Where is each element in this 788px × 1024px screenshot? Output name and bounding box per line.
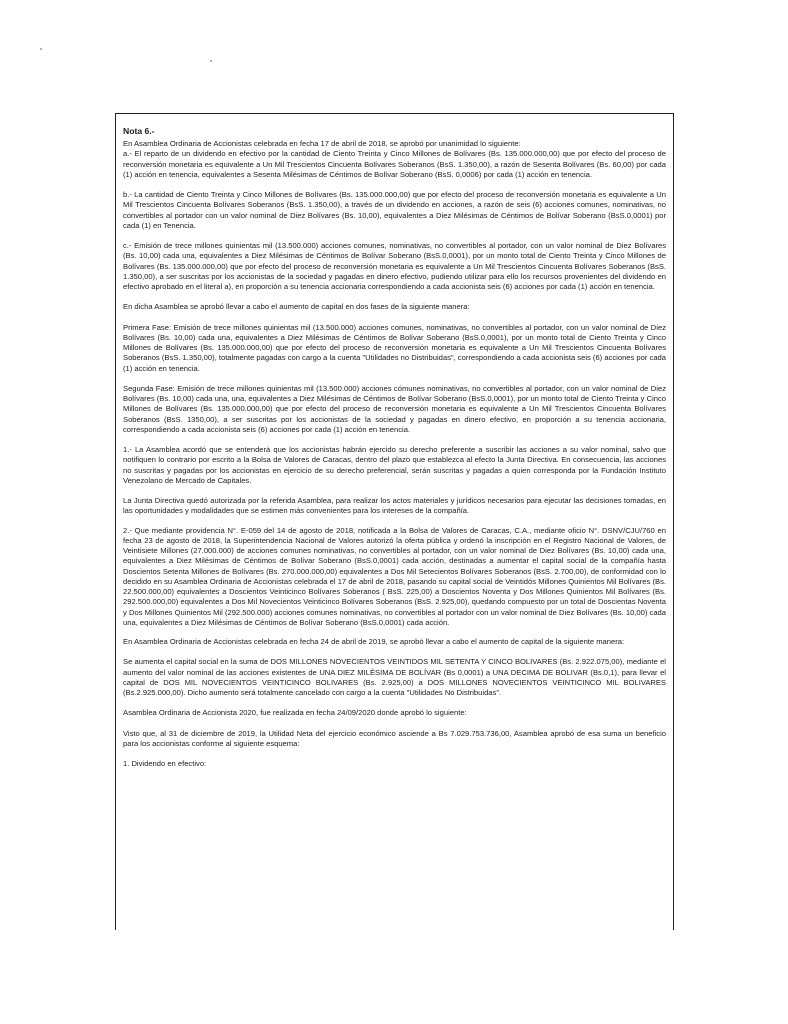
paragraph-first-phase: Primera Fase: Emisión de trece millones quinientas mil (13.500.000) acciones comunes, nominativas, no convertibles al portador, con un valor nominal de Diez Bolívares (Bs. 10,00) cada una, equivalentes a Diez Milésimas de Céntimos de Bolívar Soberano (BsS.0,0001), por un monto total de Ciento Treinta y Cinco Millones de Bolívares (Bs. 135.000.000,00) que por efecto del proceso de reconversión monetaria es equivalente a Un Mil Trescientos Cincuenta Bolívares Soberanos (BsS. 1.350,00), totalmente pagadas con cargo a la cuenta "Utilidades no Distribuidas", correspondiendo a cada accionista seis (6) acciones por cada (1) acción en tenencia.: [123, 322, 666, 373]
paragraph-net-income: Visto que, al 31 de diciembre de 2019, la Utilidad Neta del ejercicio económico asciende a Bs 7.029.753.736,00, Asamblea aprobó de esa suma un beneficio para los accionistas conforme al siguiente esquema:: [123, 728, 666, 748]
paragraph-spacer: [123, 292, 666, 302]
paragraph-second-phase: Segunda Fase: Emisión de trece millones quinientas mil (13.500.000) acciones cómunes nominativas, no convertibles al portador, con un valor nominal de Diez Bolívares (Bs. 10,00) cada una, una, equivalentes a Diez Milésimas de Céntimos de Bolívar Soberano (BsS.0,0001), por un monto total de Ciento Treinta y Cinco Millones de Bolívares (Bs. 135.000.000,00) que por efecto del proceso de reconversión monetaria es equivalente a Un Mil Trescientos Cincuenta Bolívares Soberanos (BsS. 1350,00), a ser suscritas por los accionistas de la sociedad y pagadas en dinero efectivo, en proporción a su tenencia accionaria, correspondiendo a cada accionista seis (6) acciones por cada (1) acción en tenencia.: [123, 383, 666, 434]
scan-speck: [40, 48, 42, 50]
paragraph-cash-dividend: 1. Dividendo en efectivo:: [123, 759, 207, 768]
paragraph-assembly-2019: En Asamblea Ordinaria de Accionistas celebrada en fecha 24 de abril de 2019, se aprobó llevar a cabo el aumento de capital de la siguiente manera:: [123, 637, 625, 646]
paragraph-spacer: [123, 628, 666, 637]
paragraph-spacer: [123, 374, 666, 384]
paragraph-spacer: [123, 719, 666, 729]
paragraph-spacer: [123, 180, 666, 190]
paragraph-spacer: [123, 647, 666, 657]
paragraph-spacer: [123, 313, 666, 323]
paragraph-item-a: a.- El reparto de un dividendo en efectivo por la cantidad de Ciento Treinta y Cinco Millones de Bolívares (Bs. 135.000.000,00) que por efecto del proceso de reconversión monetaria es equivalente a Un Mil Trescientos Cincuenta Bolívares Soberanos (BsS. 1.350,00), a razón de Sesenta Bolívares (Bs. 60,00) por cada (1) acción en tenencia, equivalentes a Sesenta Milésimas de Céntimos de Bolívar Soberano (BsS. 0,0006) por cada (1) acción en tenencia.: [123, 149, 666, 179]
paragraph-point-2: 2.- Que mediante providencia N°. E-059 del 14 de agosto de 2018, notificada a la Bolsa de Valores de Caracas, C.A., mediante oficio N°. DSNV/CJU/760 en fecha 23 de agosto de 2018, la Superintendencia Nacional de Valores autorizó la oferta pública y ordenó la inscripción en el Registro Nacional de Valores, de Veintisiete Millones (27.000.000) de acciones comunes nominativas, no convertibles al portador, con un valor nominal de Diez Bolívares (Bs. 10,00) cada una, equivalentes a Diez Milésimas de Céntimos de Bolívar Soberano (BsS.0,0001) cada acción, destinadas a aumentar el capital social de la compañía hasta Doscientos Setenta Millones de Bolívares (Bs. 270.000.000,00) equivalentes a Dos Mil Setecientos Bolívares Soberanos (BsS. 2.700,00), de conformidad con lo decidido en su Asamblea Ordinaria de Accionistas celebrada el 17 de abril de 2018, pasando su capital social de Veintidós Millones Quinientos Mil Bolívares (Bs. 22.500.000,00) equivalentes a Doscientos Veinticinco Bolívares Soberanos ( BsS. 225,00) a Doscientos Noventa y Dos Millones Quinientos Mil Bolívares (Bs. 292.500.000,00) equivalentes a Dos Mil Novecientos Veinticinco Bolívares Soberanos (BsS. 2.925,00), quedando compuesto por un total de Doscientas Noventa y Dos Millones Quinientos Mil (292.500.000) acciones comunes nominativas, no convertibles al portador con un valor nominal de Diez Bolívares (Bs. 10,00) cada una, equivalentes a Diez Milésimas de Céntimos de Bolívar Soberano (BsS.0,0001) cada acción.: [123, 525, 666, 627]
paragraph-spacer: [123, 231, 666, 241]
paragraph-assembly-2020: Asamblea Ordinaria de Accionista 2020, fue realizada en fecha 24/09/2020 donde aprobó lo siguiente:: [123, 708, 467, 718]
paragraph-capital-increase: Se aumenta el capital social en la suma de DOS MILLONES NOVECIENTOS VEINTIDOS MIL SETENTA Y CINCO BOLIVARES (Bs. 2.922.075,00), mediante el aumento del valor nominal de las acciones existentes de UNA DIEZ MILÉSIMA DE BOLÍVAR (Bs 0,0001) a UNA DECIMA DE BOLIVAR (Bs.0,1), para llevar el capital de DOS MIL NOVECIENTOS VEINTICINCO BOLIVARES (Bs. 2.925,00) a DOS MILLONES NOVECIENTOS VEINTICINCO MIL BOLIVARES (Bs.2.925.000,00). Dicho aumento será totalmente cancelado con cargo a la cuenta "Utilidades No Distribuidas".: [123, 657, 666, 697]
paragraph-item-b: b.- La cantidad de Ciento Treinta y Cinco Millones de Bolívares (Bs. 135.000.000,00) que por efecto del proceso de reconversión monetaria es equivalente a Un Mil Trescientos Cincuenta Bolívares Soberanos (BsS. 1.350,00), a través de un dividendo en acciones, a razón de seis (6) acciones comunes, nominativas, no convertibles al portador con un valor nominal de Diez Bolívares (Bs. 10,00), equivalentes a Diez Milésimas de Céntimos de Bolívar Soberano (BsS.0,0001) por cada (1) en Tenencia.: [123, 190, 666, 230]
paragraph-item-c: c.- Emisión de trece millones quinientas mil (13.500.000) acciones comunes, nominativas, no convertibles al portador, con un valor nominal de Diez Bolívares (Bs. 10,00) cada una, equivalentes a Diez Milésimas de Céntimos de Bolívar Soberano (BsS.0,0001), por un monto total de Ciento Treinta y Cinco Millones de Bolívares (Bs. 135.000.000,00) que por efecto del proceso de reconversión monetaria es equivalente a Un Mil Trescientos Cincuenta Bolívares Soberanos (BsS. 1.350,00), a ser suscritas por los accionistas de la sociedad y pagadas en dinero efectivo, pudiendo utilizar para ello los recursos provenientes del dividendo en efectivo aprobado en el literal a), en proporción a su tenencia accionaria correspondiendo a cada accionista seis (6) acciones por cada (1) acción en tenencia.: [123, 241, 666, 291]
paragraph-spacer: [123, 517, 666, 526]
paragraph-intro: En Asamblea Ordinaria de Accionistas celebrada en fecha 17 de abril de 2018, se aprobó por unanimidad lo siguiente:: [123, 139, 521, 148]
paragraph-capital-phases: En dicha Asamblea se aprobó llevar a cabo el aumento de capital en dos fases de la siguiente manera:: [123, 302, 470, 312]
document-frame: [115, 113, 674, 930]
paragraph-board-authorization: La Junta Directiva quedó autorizada por la referida Asamblea, para realizar los actos materiales y jurídicos necesarios para ejecutar las decisiones tomadas, en las oportunidades y modalidades que se estimen más convenientes para los intereses de la compañía.: [123, 496, 666, 516]
paragraph-spacer: [123, 486, 666, 496]
note-title: Nota 6.-: [123, 126, 155, 136]
paragraph-spacer: [123, 749, 666, 759]
paragraph-spacer: [123, 435, 666, 445]
scan-speck: [210, 60, 212, 62]
paragraph-spacer: [123, 698, 666, 708]
paragraph-point-1: 1.- La Asamblea acordó que se entenderá que los accionistas habrán ejercido su derecho preferente a suscribir las acciones a su valor nominal, salvo que notifiquen lo contrario por escrito a la Bolsa de Valores de Caracas, dentro del plazo que establezca al efecto la Junta Directiva. En consecuencia, las acciones no suscritas y pagadas por los accionistas en ejercicio de su derecho preferencial, serán suscritas y pagadas a quien corresponda por la Fundación Instituto Venezolano de Mercado de Capitales.: [123, 445, 666, 485]
